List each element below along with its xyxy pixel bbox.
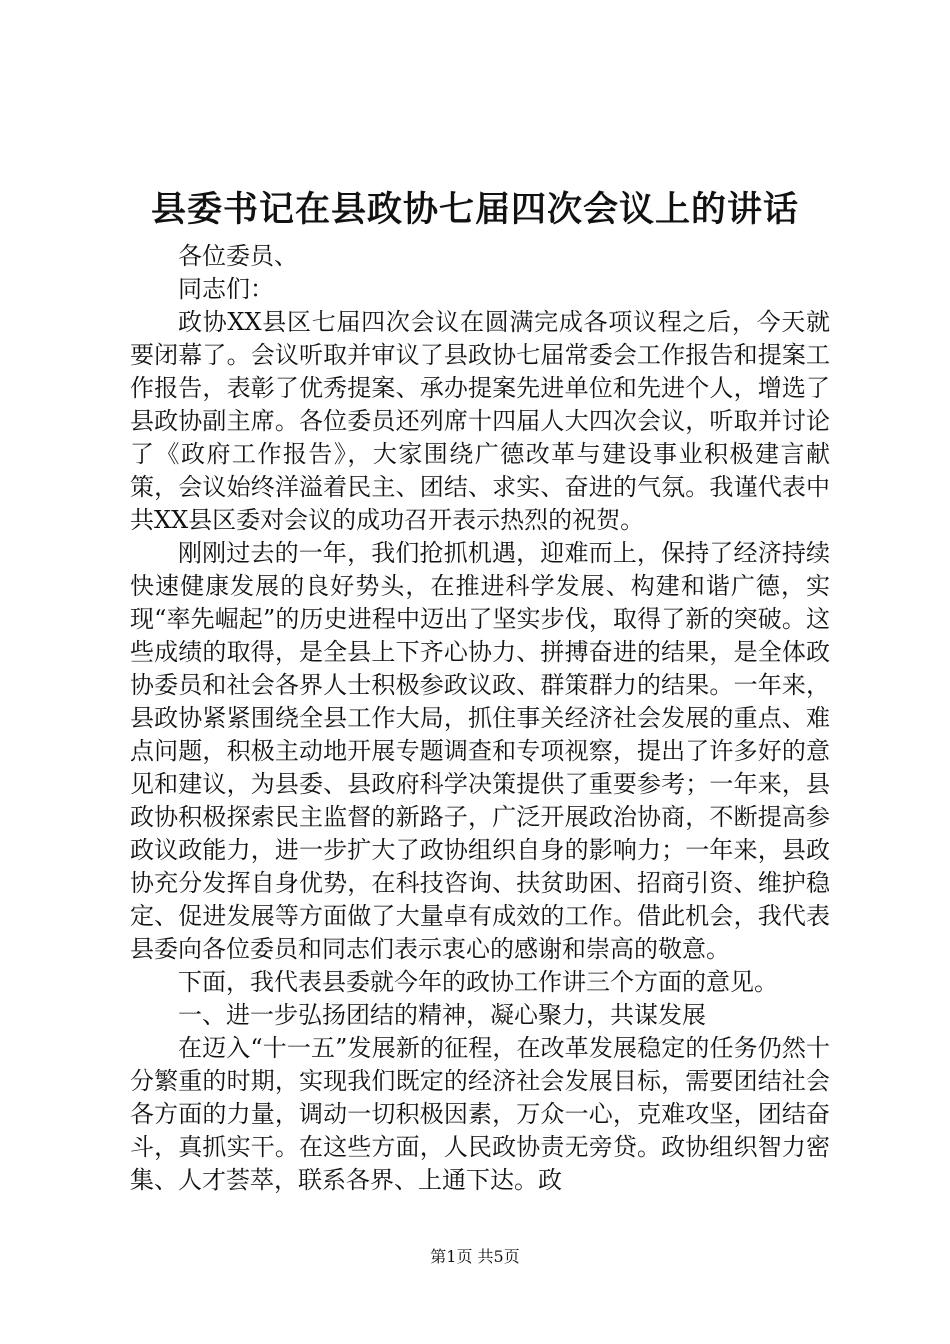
document-body: [130, 240, 830, 1197]
document-title: 县委书记在县政协七届四次会议上的讲话: [150, 189, 799, 230]
salutation-line-1: 各位委员、: [178, 242, 298, 270]
section-heading: 一、进一步弘扬团结的精神，凝心聚力，共谋发展: [178, 1001, 706, 1029]
body-paragraph: 下面，我代表县委就今年的政协工作讲三个方面的意见。: [178, 968, 778, 996]
page-footer: 第1页 共5页: [430, 1247, 520, 1266]
body-paragraph: 刚刚过去的一年，我们抢抓机遇，迎难而上，保持了经济持续快速健康发展的良好势头，在推进科学发展、构建和谐广德，实现“率先崛起”的历史进程中迈出了坚实步伐，取得了新的突破。这些成绩的取得，是全县上下齐心协力、拼搏奋进的结果，是全体政协委员和社会各界人士积极参政议政、群策群力的结果。一年来，县政协紧紧围绕全县工作大局，抓住事关经济社会发展的重点、难点问题，积极主动地开展专题调查和专项视察，提出了许多好的意见和建议，为县委、县政府科学决策提供了重要参考；一年来，县政协积极探索民主监督的新路子，广泛开展政治协商，不断提高参政议政能力，进一步扩大了政协组织自身的影响力；一年来，县政协充分发挥自身优势，在科技咨询、扶贫助困、招商引资、维护稳定、促进发展等方面做了大量卓有成效的工作。借此机会，我代表县委向各位委员和同志们表示衷心的感谢和崇高的敬意。: [130, 539, 830, 963]
body-paragraph: 政协XX县区七届四次会议在圆满完成各项议程之后，今天就要闭幕了。会议听取并审议了县政协七届常委会工作报告和提案工作报告，表彰了优秀提案、承办提案先进单位和先进个人，增选了县政协副主席。各位委员还列席十四届人大四次会议，听取并讨论了《政府工作报告》，大家围绕广德改革与建设事业积极建言献策，会议始终洋溢着民主、团结、求实、奋进的气氛。我谨代表中共XX县区委对会议的成功召开表示热烈的祝贺。: [130, 308, 830, 534]
salutation-line-2: 同志们：: [178, 275, 274, 303]
body-paragraph: 在迈入“十一五”发展新的征程，在改革发展稳定的任务仍然十分繁重的时期，实现我们既定的经济社会发展目标，需要团结社会各方面的力量，调动一切积极因素，万众一心，克难攻坚，团结奋斗，真抓实干。在这些方面，人民政协责无旁贷。政协组织智力密集、人才荟萃，联系各界、上通下达。政: [130, 1034, 830, 1194]
